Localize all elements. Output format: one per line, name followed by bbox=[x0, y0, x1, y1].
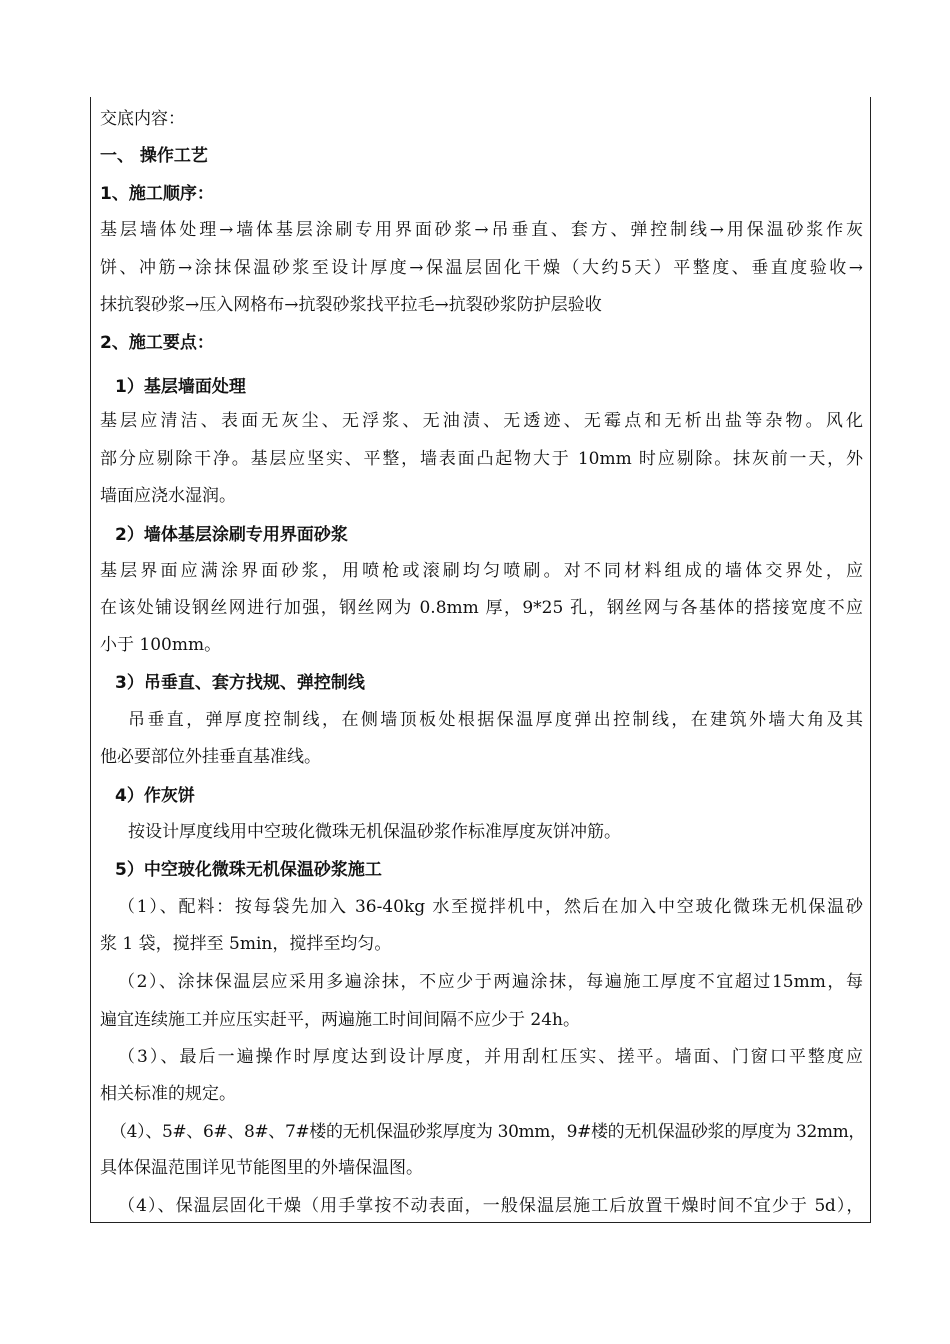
paragraph-line: （2）、涂抹保温层应采用多遍涂抹，不应少于两遍涂抹，每遍施工厚度不宜超过15mm，每 bbox=[118, 972, 863, 992]
paragraph-line: 部分应剔除干净。基层应坚实、平整，墙表面凸起物大于 10mm 时应剔除。抹灰前一天，外 bbox=[100, 449, 863, 469]
subsection-title-keypoints: 2、施工要点： bbox=[100, 333, 214, 353]
point-title: 5）中空玻化微珠无机保温砂浆施工 bbox=[115, 860, 382, 880]
paragraph-line: （1）、配料：按每袋先加入 36-40kg 水至搅拌机中，然后在加入中空玻化微珠无机保温砂 bbox=[118, 897, 863, 917]
paragraph-line: 遍宜连续施工并应压实赶平，两遍施工时间间隔不应少于 24h。 bbox=[100, 1010, 580, 1030]
paragraph-line: 小于 100mm。 bbox=[100, 635, 222, 655]
header-label: 交底内容： bbox=[100, 109, 185, 129]
paragraph-line: （4）、5#、6#、8#、7#楼的无机保温砂浆厚度为 30mm，9#楼的无机保温砂浆的厚度为 32mm， bbox=[110, 1122, 865, 1142]
point-title: 1）基层墙面处理 bbox=[115, 377, 246, 397]
paragraph-line: 相关标准的规定。 bbox=[100, 1084, 236, 1104]
paragraph-line: （4）、保温层固化干燥（用手掌按不动表面，一般保温层施工后放置干燥时间不宜少于 5d）， bbox=[118, 1196, 863, 1216]
point-title: 2）墙体基层涂刷专用界面砂浆 bbox=[115, 525, 348, 545]
paragraph-line: 浆 1 袋，搅拌至 5min，搅拌至均匀。 bbox=[100, 934, 392, 954]
paragraph-line: 基层应清洁、表面无灰尘、无浮浆、无油渍、无透迹、无霉点和无析出盐等杂物。风化 bbox=[100, 411, 863, 431]
paragraph-line: 他必要部位外挂垂直基准线。 bbox=[100, 747, 321, 767]
section-heading: 一、 操作工艺 bbox=[100, 146, 208, 166]
point-title: 3）吊垂直、套方找规、弹控制线 bbox=[115, 673, 365, 693]
point-title: 4）作灰饼 bbox=[115, 786, 195, 806]
paragraph-line: 基层界面应满涂界面砂浆，用喷枪或滚刷均匀喷刷。对不同材料组成的墙体交界处，应 bbox=[100, 561, 863, 581]
paragraph-line: （3）、最后一遍操作时厚度达到设计厚度，并用刮杠压实、搓平。墙面、门窗口平整度应 bbox=[118, 1047, 863, 1067]
paragraph-line: 抹抗裂砂浆→压入网格布→抗裂砂浆找平拉毛→抗裂砂浆防护层验收 bbox=[100, 295, 602, 315]
paragraph-line: 饼、冲筋→涂抹保温砂浆至设计厚度→保温层固化干燥（大约5天）平整度、垂直度验收→ bbox=[100, 258, 863, 278]
subsection-title-sequence: 1、施工顺序： bbox=[100, 184, 214, 204]
paragraph-line: 在该处铺设钢丝网进行加强，钢丝网为 0.8mm 厚，9*25 孔，钢丝网与各基体的搭接宽度不应 bbox=[100, 598, 863, 618]
paragraph-line: 吊垂直，弹厚度控制线，在侧墙顶板处根据保温厚度弹出控制线，在建筑外墙大角及其 bbox=[128, 710, 863, 730]
paragraph-line: 基层墙体处理→墙体基层涂刷专用界面砂浆→吊垂直、套方、弹控制线→用保温砂浆作灰 bbox=[100, 220, 863, 240]
paragraph-line: 具体保温范围详见节能图里的外墙保温图。 bbox=[100, 1158, 423, 1178]
paragraph-line: 墙面应浇水湿润。 bbox=[100, 486, 236, 506]
paragraph-line: 按设计厚度线用中空玻化微珠无机保温砂浆作标准厚度灰饼冲筋。 bbox=[128, 822, 621, 842]
